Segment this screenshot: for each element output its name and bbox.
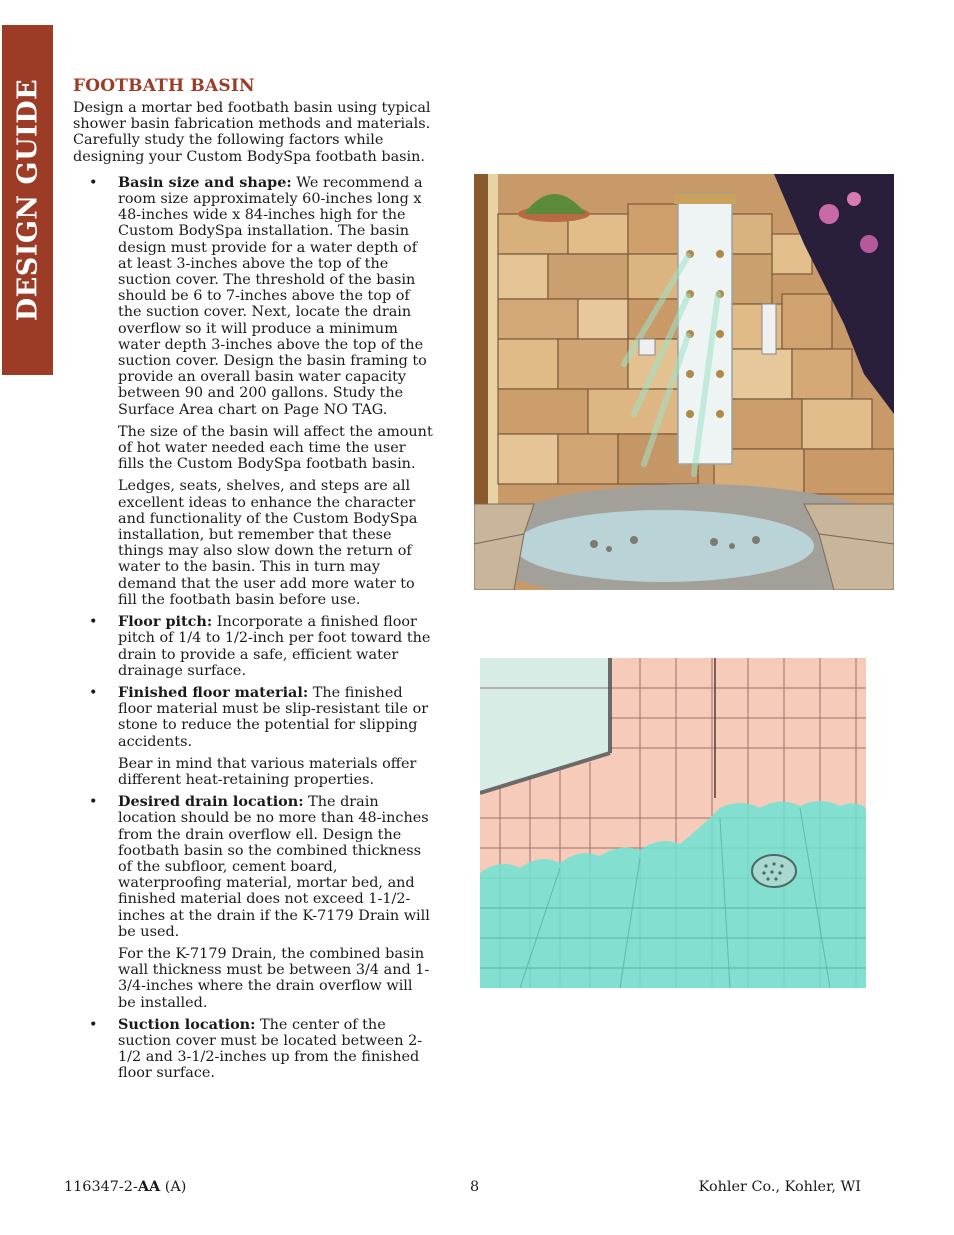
bullet-marker: • [89, 174, 98, 191]
factor-term: Basin size and shape: [118, 173, 292, 191]
footer-doc-number [64, 1179, 186, 1195]
factor-term: Desired drain location: [118, 793, 304, 811]
factor-paragraph [118, 794, 433, 940]
stone-wall-shower-illustration [474, 174, 894, 590]
design-guide-tab [2, 25, 53, 375]
factor-subparagraph: For the K-7179 Drain, the combined basin wall thickness must be between 3/4 and 1-3/4-inches where the drain overflow will be installed. [118, 945, 430, 1011]
factor-text: The center of the suction cover must be located between 2-1/2 and 3-1/2-inches up from the finished floor surface. [118, 1016, 423, 1082]
footer-company: Kohler Co., Kohler, WI [698, 1179, 861, 1195]
intro-paragraph: Design a mortar bed footbath basin using typical shower basin fabrication methods and materials. Carefully study the following factors while designing your Custom BodySpa footbath basin. [73, 100, 431, 165]
factor-text: The finished floor material must be slip-resistant tile or stone to reduce the potential for slipping accidents. [118, 684, 429, 750]
factor-item [73, 175, 433, 608]
footer-doc-suffix: (A) [160, 1179, 187, 1195]
design-guide-label: DESIGN GUIDE [12, 78, 43, 322]
factor-term: Suction location: [118, 1015, 256, 1033]
factor-subparagraph: The size of the basin will affect the amount of hot water needed each time the user fills the Custom BodySpa footbath basin. [118, 423, 433, 473]
factor-subparagraph: Ledges, seats, shelves, and steps are all excellent ideas to enhance the character and functionality of the Custom BodySpa installation, but remember that these things may also slow down the return of water to the basin. This in turn may demand that the user add more water to fill the footbath basin before use. [118, 478, 418, 608]
bullet-marker: • [89, 684, 98, 701]
bullet-marker: • [89, 614, 98, 631]
factor-subparagraph: Bear in mind that various materials offer different heat-retaining properties. [118, 755, 417, 788]
factor-item [73, 614, 433, 679]
factor-item [73, 685, 433, 788]
factor-text: The drain location should be no more than 48-inches from the drain overflow ell. Design the footbath basin so the combined thickness of the subfloor, cement board, waterproofing material, mortar bed, and finished material does not exceed 1-1/2-inches at the drain if the K-7179 Drain will be used. [118, 794, 430, 940]
factor-paragraph [118, 685, 433, 750]
bullet-marker: • [89, 794, 98, 811]
factors-list [73, 175, 433, 1082]
content-column [73, 76, 433, 1088]
tiled-basin-illustration [480, 658, 866, 988]
footer-revision: AA [137, 1178, 161, 1195]
factor-paragraph [118, 175, 433, 418]
factor-term: Finished floor material: [118, 683, 309, 701]
footer-doc-prefix: 116347-2- [64, 1179, 138, 1195]
footer-page-number: 8 [470, 1179, 480, 1195]
factor-term: Floor pitch: [118, 613, 213, 631]
factor-item [73, 1017, 433, 1082]
section-title: FOOTBATH BASIN [73, 76, 255, 96]
factor-item [73, 794, 433, 1011]
factor-paragraph [118, 1017, 433, 1082]
factor-text: Incorporate a finished floor pitch of 1/4 to 1/2-inch per foot toward the drain to provide a safe, efficient water drainage surface. [118, 614, 431, 679]
factor-paragraph [118, 614, 433, 679]
bullet-marker: • [89, 1016, 98, 1033]
factor-text: We recommend a room size approximately 60-inches long x 48-inches wide x 84-inches high for the Custom BodySpa installation. The basin design must provide for a water depth of at least 3-inches above the top of the suction cover. The threshold of the basin should be 6 to 7-inches above the top of the suction cover. Next, locate the drain overflow so it will produce a minimum water depth 3-inches above the top of the suction cover. Design the basin framing to provide an overall basin water capacity between 90 and 200 gallons. Study the Surface Area chart on Page NO TAG. [118, 174, 427, 418]
